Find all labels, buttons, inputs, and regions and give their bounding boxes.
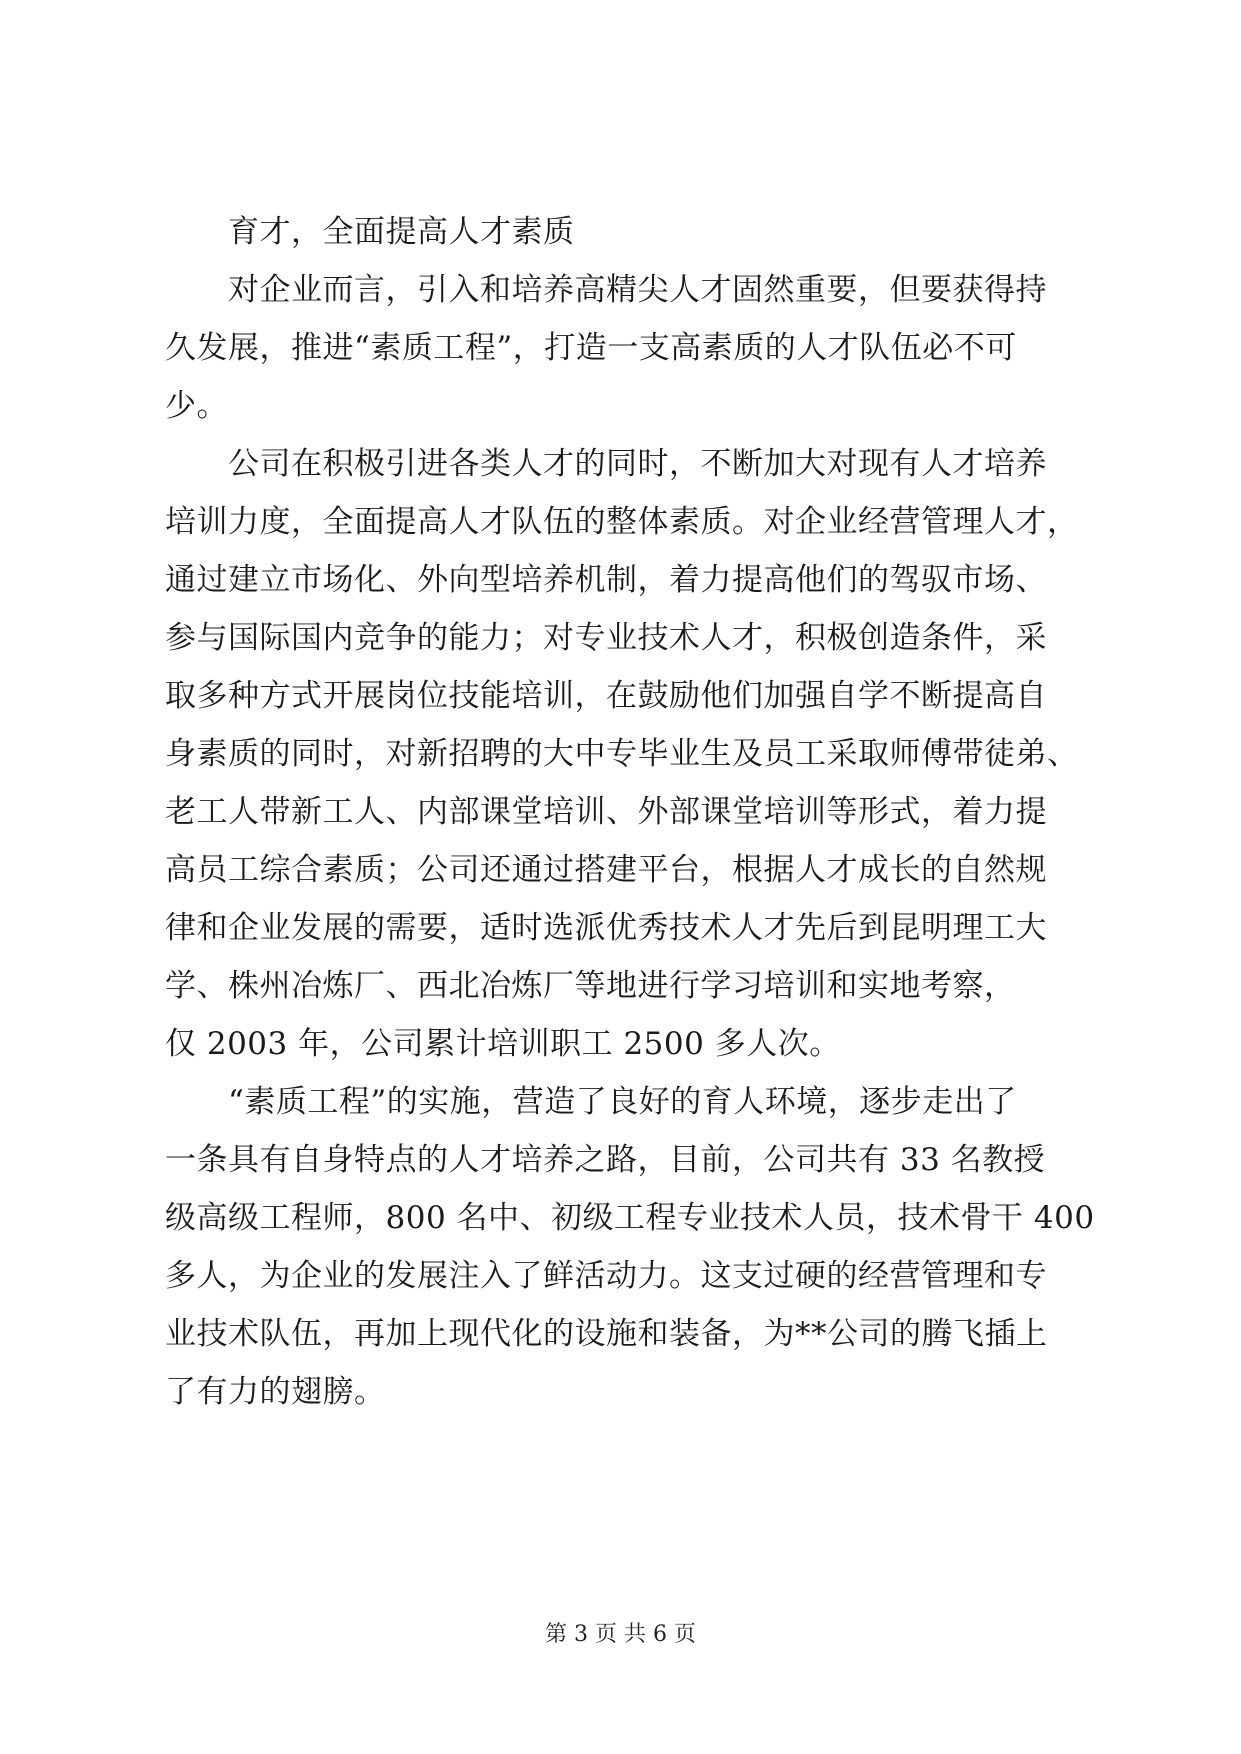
page-footer: 第 3 页 共 6 页 [545, 1622, 696, 1647]
text-line: 学、株州冶炼厂、西北冶炼厂等地进行学习培训和实地考察， [165, 968, 1016, 1004]
text-line: 级高级工程师，800 名中、初级工程专业技术人员，技术骨干 400 [165, 1200, 1095, 1236]
text-line: 参与国际国内竞争的能力；对专业技术人才，积极创造条件，采 [165, 620, 1047, 656]
text-line: 老工人带新工人、内部课堂培训、外部课堂培训等形式，着力提 [165, 794, 1047, 830]
text-line: 律和企业发展的需要，适时选派优秀技术人才先后到昆明理工大 [165, 910, 1047, 946]
text-line: 取多种方式开展岗位技能培训，在鼓励他们加强自学不断提高自 [165, 678, 1047, 714]
text-line: 高员工综合素质；公司还通过搭建平台，根据人才成长的自然规 [165, 852, 1047, 888]
text-line: “素质工程”的实施，营造了良好的育人环境，逐步走出了 [165, 1084, 1017, 1120]
text-line: 培训力度，全面提高人才队伍的整体素质。对企业经营管理人才， [165, 504, 1079, 540]
text-line: 通过建立市场化、外向型培养机制，着力提高他们的驾驭市场、 [165, 562, 1047, 598]
text-line: 业技术队伍，再加上现代化的设施和装备，为**公司的腾飞插上 [165, 1316, 1048, 1352]
text-line: 一条具有自身特点的人才培养之路，目前，公司共有 33 名教授 [165, 1142, 1046, 1178]
text-line: 对企业而言，引入和培养高精尖人才固然重要，但要获得持 [165, 272, 1047, 308]
text-line: 久发展，推进“素质工程”，打造一支高素质的人才队伍必不可 [165, 330, 1017, 366]
text-line: 少。 [165, 388, 228, 424]
text-line: 多人，为企业的发展注入了鲜活动力。这支过硬的经营管理和专 [165, 1258, 1047, 1294]
text-line: 公司在积极引进各类人才的同时，不断加大对现有人才培养 [165, 446, 1047, 482]
text-line: 身素质的同时，对新招聘的大中专毕业生及员工采取师傅带徒弟、 [165, 736, 1079, 772]
text-line: 育才，全面提高人才素质 [165, 214, 575, 250]
text-line: 了有力的翅膀。 [165, 1374, 386, 1410]
text-line: 仅 2003 年，公司累计培训职工 2500 多人次。 [165, 1026, 841, 1062]
